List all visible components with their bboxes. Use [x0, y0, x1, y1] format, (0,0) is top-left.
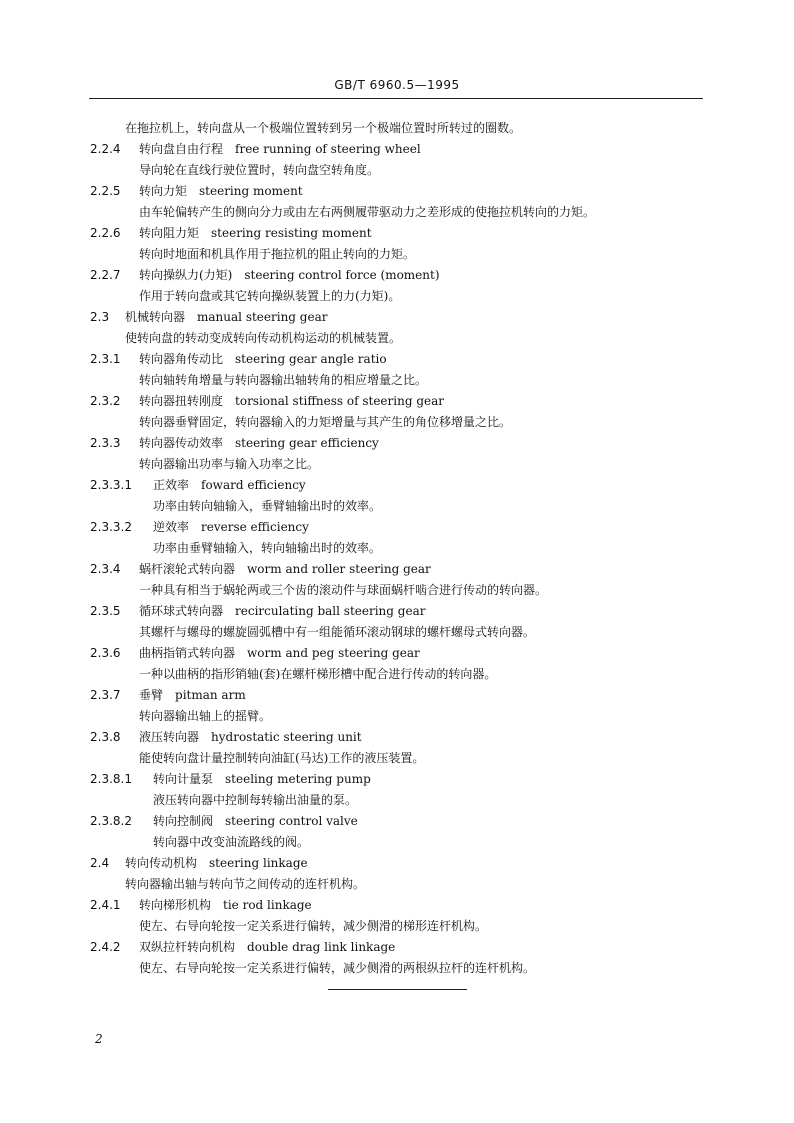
definition-text — [0, 202, 794, 223]
definition-text — [0, 748, 794, 769]
end-of-section-rule — [328, 989, 467, 990]
definition-text — [0, 496, 794, 517]
term-entry — [0, 937, 794, 958]
term-entry — [0, 811, 794, 832]
definition-text — [0, 454, 794, 475]
definition-line: 能使转向盘计量控制转向油缸(马达)工作的液压装置。 — [139, 751, 425, 765]
term-entry — [0, 517, 794, 538]
term-entry — [0, 223, 794, 244]
definition-text — [0, 412, 794, 433]
definition-line: 转向器垂臂固定，转向器输入的力矩增量与其产生的角位移增量之比。 — [139, 415, 512, 429]
term-entry — [0, 475, 794, 496]
definition-line: 作用于转向盘或其它转向操纵装置上的力(力矩)。 — [139, 289, 401, 303]
clause-number: 2.4 — [90, 856, 110, 870]
document-code-header: GB/T 6960.5—1995 — [334, 78, 460, 92]
term-chinese: 转向盘自由行程 — [139, 142, 224, 156]
definition-text — [0, 580, 794, 601]
term-chinese: 双纵拉杆转向机构 — [139, 940, 236, 954]
definition-line: 由车轮偏转产生的侧向分力或由左右两侧履带驱动力之差形成的使拖拉机转向的力矩。 — [139, 205, 596, 219]
term-chinese: 逆效率 — [153, 520, 190, 534]
definition-text — [0, 370, 794, 391]
term-english: steering gear angle ratio — [235, 352, 387, 366]
clause-number: 2.3.6 — [90, 646, 121, 660]
term-chinese: 转向传动机构 — [125, 856, 198, 870]
definition-text — [0, 244, 794, 265]
clause-number: 2.3.7 — [90, 688, 121, 702]
term-english: double drag link linkage — [247, 940, 396, 954]
clause-number: 2.3.4 — [90, 562, 121, 576]
term-chinese: 转向梯形机构 — [139, 898, 212, 912]
term-english: reverse efficiency — [201, 520, 309, 534]
term-english: worm and peg steering gear — [247, 646, 420, 660]
definition-line: 功率由转向轴输入，垂臂轴输出时的效率。 — [153, 499, 382, 513]
term-english: torsional stiffness of steering gear — [235, 394, 444, 408]
term-chinese: 垂臂 — [139, 688, 164, 702]
definition-text — [0, 664, 794, 685]
clause-number: 2.3.3.2 — [90, 520, 132, 534]
clause-number: 2.3 — [90, 310, 110, 324]
clause-number: 2.3.3.1 — [90, 478, 132, 492]
definition-line: 一种以曲柄的指形销轴(套)在螺杆梯形槽中配合进行传动的转向器。 — [139, 667, 497, 681]
definition-line: 使左、右导向轮按一定关系进行偏转，减少侧滑的两根纵拉杆的连杆机构。 — [139, 961, 536, 975]
term-english: steering control force (moment) — [244, 268, 440, 282]
term-english: foward efficiency — [201, 478, 306, 492]
definition-line: 转向器输出轴上的摇臂。 — [139, 709, 272, 723]
header-rule — [89, 98, 703, 99]
term-chinese: 液压转向器 — [139, 730, 200, 744]
definition-line: 转向时地面和机具作用于拖拉机的阻止转向的力矩。 — [139, 247, 416, 261]
definition-line: 导向轮在直线行驶位置时，转向盘空转角度。 — [139, 163, 380, 177]
definition-text — [0, 622, 794, 643]
term-entry — [0, 307, 794, 328]
term-entry — [0, 895, 794, 916]
term-english: recirculating ball steering gear — [235, 604, 426, 618]
term-entry — [0, 139, 794, 160]
term-english: steering moment — [199, 184, 303, 198]
term-entry — [0, 181, 794, 202]
term-chinese: 转向器传动效率 — [139, 436, 224, 450]
definition-text — [0, 160, 794, 181]
definition-text — [0, 118, 794, 139]
definition-text — [0, 286, 794, 307]
definition-text — [0, 790, 794, 811]
clause-number: 2.2.7 — [90, 268, 121, 282]
term-english: worm and roller steering gear — [247, 562, 431, 576]
term-english: manual steering gear — [197, 310, 328, 324]
definition-text — [0, 706, 794, 727]
term-entry — [0, 391, 794, 412]
term-chinese: 曲柄指销式转向器 — [139, 646, 236, 660]
clause-number: 2.2.4 — [90, 142, 121, 156]
definition-line: 转向器输出功率与输入功率之比。 — [139, 457, 320, 471]
term-chinese: 转向计量泵 — [153, 772, 214, 786]
term-english: hydrostatic steering unit — [211, 730, 362, 744]
definition-text — [0, 538, 794, 559]
term-entry — [0, 349, 794, 370]
clause-number: 2.3.8 — [90, 730, 121, 744]
clause-number: 2.2.5 — [90, 184, 121, 198]
term-chinese: 转向操纵力(力矩) — [139, 268, 233, 282]
term-chinese: 循环球式转向器 — [139, 604, 224, 618]
definition-line: 功率由垂臂轴输入，转向轴输出时的效率。 — [153, 541, 382, 555]
definition-line: 一种具有相当于蜗轮两或三个齿的滚动件与球面蜗杆啮合进行传动的转向器。 — [139, 583, 548, 597]
term-entry — [0, 433, 794, 454]
term-english: steeling metering pump — [225, 772, 371, 786]
term-english: steering resisting moment — [211, 226, 372, 240]
clause-number: 2.3.8.1 — [90, 772, 132, 786]
term-chinese: 蜗杆滚轮式转向器 — [139, 562, 236, 576]
clause-number: 2.2.6 — [90, 226, 121, 240]
definition-line: 在拖拉机上，转向盘从一个极端位置转到另一个极端位置时所转过的圈数。 — [125, 121, 522, 135]
term-entry — [0, 643, 794, 664]
term-entry — [0, 685, 794, 706]
definition-line: 使转向盘的转动变成转向传动机构运动的机械装置。 — [125, 331, 402, 345]
term-chinese: 转向器角传动比 — [139, 352, 224, 366]
term-entry — [0, 853, 794, 874]
term-entry — [0, 769, 794, 790]
term-english: steering gear efficiency — [235, 436, 379, 450]
term-chinese: 转向力矩 — [139, 184, 188, 198]
clause-number: 2.4.2 — [90, 940, 121, 954]
definition-text — [0, 832, 794, 853]
clause-number: 2.3.8.2 — [90, 814, 132, 828]
clause-number: 2.3.3 — [90, 436, 121, 450]
definition-line: 转向器输出轴与转向节之间传动的连杆机构。 — [125, 877, 366, 891]
term-chinese: 转向控制阀 — [153, 814, 214, 828]
clause-number: 2.3.5 — [90, 604, 121, 618]
term-english: free running of steering wheel — [235, 142, 421, 156]
definition-line: 转向器中改变油流路线的阀。 — [153, 835, 310, 849]
term-chinese: 正效率 — [153, 478, 190, 492]
term-chinese: 转向阻力矩 — [139, 226, 200, 240]
term-entry — [0, 559, 794, 580]
clause-number: 2.3.2 — [90, 394, 121, 408]
definition-line: 其螺杆与螺母的螺旋圆弧槽中有一组能循环滚动钢球的螺杆螺母式转向器。 — [139, 625, 536, 639]
term-chinese: 转向器扭转刚度 — [139, 394, 224, 408]
definition-line: 转向轴转角增量与转向器输出轴转角的相应增量之比。 — [139, 373, 428, 387]
definition-text — [0, 874, 794, 895]
clause-number: 2.3.1 — [90, 352, 121, 366]
term-entry — [0, 601, 794, 622]
term-entry — [0, 265, 794, 286]
term-english: steering control valve — [225, 814, 358, 828]
definition-line: 液压转向器中控制每转输出油量的泵。 — [153, 793, 358, 807]
term-english: pitman arm — [175, 688, 246, 702]
definition-text — [0, 958, 794, 979]
definition-text — [0, 916, 794, 937]
term-english: tie rod linkage — [223, 898, 312, 912]
definition-line: 使左、右导向轮按一定关系进行偏转，减少侧滑的梯形连杆机构。 — [139, 919, 488, 933]
term-chinese: 机械转向器 — [125, 310, 186, 324]
definition-text — [0, 328, 794, 349]
term-entry — [0, 727, 794, 748]
term-english: steering linkage — [209, 856, 308, 870]
page-number: 2 — [95, 1032, 103, 1046]
clause-number: 2.4.1 — [90, 898, 121, 912]
